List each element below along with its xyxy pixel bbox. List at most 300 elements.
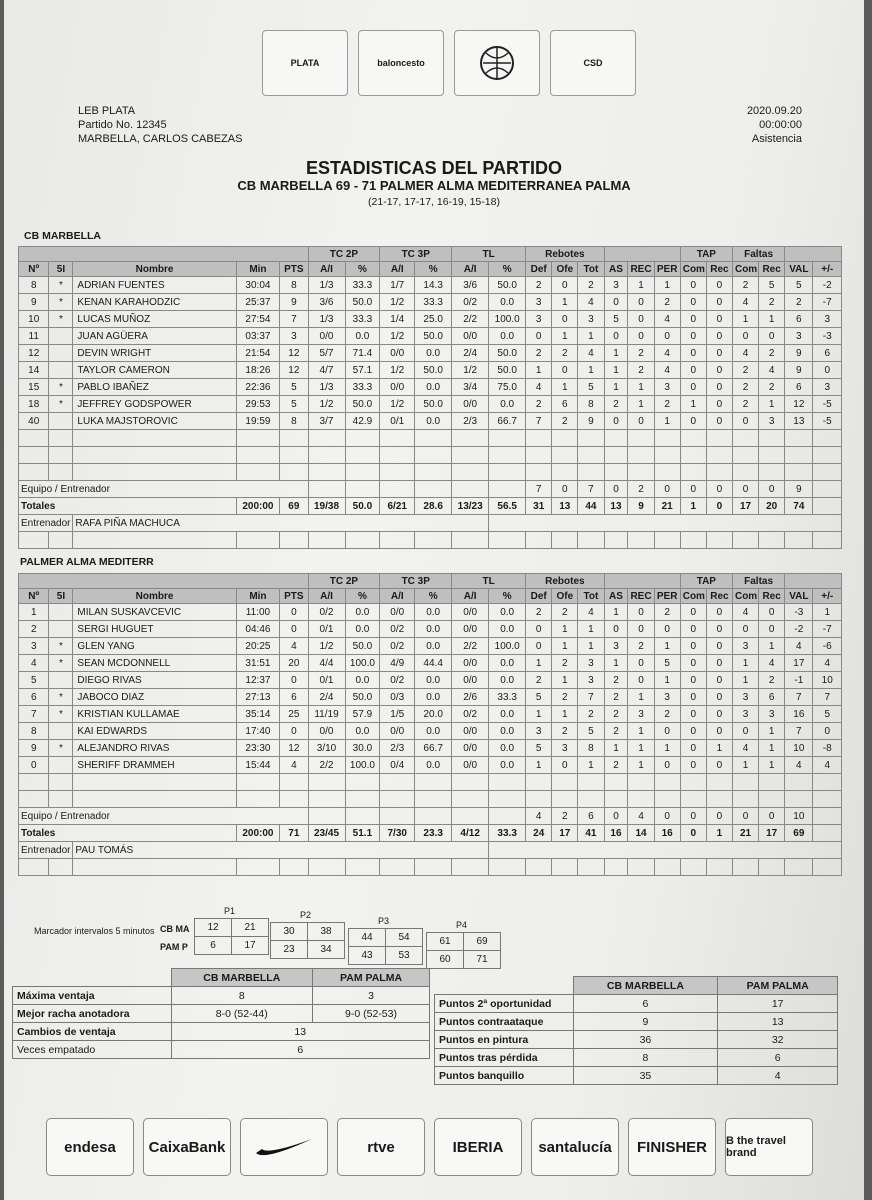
table-cell: 0.0 (415, 413, 452, 430)
table-cell: 0/2 (452, 294, 489, 311)
table-cell (552, 532, 578, 549)
summary-row-label: Puntos en pintura (435, 1031, 574, 1049)
table-cell: 1/2 (380, 294, 415, 311)
table-cell: 0.0 (415, 723, 452, 740)
table-cell: 50.0 (489, 362, 526, 379)
summary-row (435, 1031, 838, 1049)
table-cell: 2 (526, 396, 552, 413)
table-cell (654, 859, 680, 876)
table-cell (706, 791, 732, 808)
table-cell: 13 (785, 413, 813, 430)
table-cell: 2 (526, 672, 552, 689)
table-cell (380, 859, 415, 876)
table-cell: 2 (732, 379, 758, 396)
table-cell (628, 430, 654, 447)
table-cell: 200:00 (236, 498, 280, 515)
table-cell: 0.0 (345, 328, 380, 345)
table-cell: 0 (706, 689, 732, 706)
column-header: Min (236, 262, 280, 277)
table-cell: 2/3 (380, 740, 415, 757)
table-cell: 2/6 (452, 689, 489, 706)
table-cell: 24 (526, 825, 552, 842)
column-header: PER (654, 589, 680, 604)
table-cell: 4 (654, 362, 680, 379)
table-cell (680, 532, 706, 549)
totals-label: Totales (19, 498, 237, 515)
table-cell: 33.3 (345, 311, 380, 328)
table-cell (526, 791, 552, 808)
table-cell (813, 464, 842, 481)
table-cell: 2/3 (452, 413, 489, 430)
table-cell: 0 (680, 723, 706, 740)
table-cell (732, 774, 758, 791)
table-cell: 7/30 (380, 825, 415, 842)
table-cell: 3 (526, 723, 552, 740)
table-cell (49, 447, 73, 464)
table-cell: 7 (526, 481, 552, 498)
period-table (270, 922, 345, 959)
table-cell: 69 (280, 498, 308, 515)
table-cell: * (49, 655, 73, 672)
table-cell (345, 774, 380, 791)
table-cell: DIEGO RIVAS (73, 672, 236, 689)
table-cell: 1 (732, 311, 758, 328)
table-cell (236, 791, 280, 808)
summary-row-value: 36 (573, 1031, 718, 1049)
table-cell: 0 (706, 672, 732, 689)
table-cell: 23/45 (308, 825, 345, 842)
table-cell: LUKA MAJSTOROVIC (73, 413, 236, 430)
table-cell: 12 (280, 740, 308, 757)
table-cell (813, 447, 842, 464)
sponsor-logo: rtve (337, 1118, 425, 1176)
table-cell (49, 464, 73, 481)
table-cell: 9 (785, 481, 813, 498)
table-cell: 3/6 (452, 277, 489, 294)
table-cell: 13 (552, 498, 578, 515)
table-cell: 1 (552, 379, 578, 396)
table-cell: 0 (628, 604, 654, 621)
table-cell (308, 791, 345, 808)
table-cell: SEAN MCDONNELL (73, 655, 236, 672)
table-cell: 0 (680, 689, 706, 706)
table-row (19, 294, 842, 311)
table-cell: 1 (552, 294, 578, 311)
column-header: PER (654, 262, 680, 277)
table-cell: 1 (628, 689, 654, 706)
column-header: Rec (759, 589, 785, 604)
table-cell: 2 (604, 689, 628, 706)
summary-row-label: Puntos banquillo (435, 1067, 574, 1085)
table-row (19, 277, 842, 294)
table-cell: KRISTIAN KULLAMAE (73, 706, 236, 723)
table-cell: 2 (628, 362, 654, 379)
table-cell (578, 430, 604, 447)
table-cell: JEFFREY GODSPOWER (73, 396, 236, 413)
table-cell (452, 430, 489, 447)
table-cell: 0.0 (415, 379, 452, 396)
table-cell (19, 464, 49, 481)
summary-row-value: 8 (573, 1049, 718, 1067)
table-cell (759, 447, 785, 464)
table-cell (785, 774, 813, 791)
table-cell (628, 447, 654, 464)
table-cell: 0 (680, 311, 706, 328)
summary-row-label: Puntos tras pérdida (435, 1049, 574, 1067)
table-cell: 5 (578, 379, 604, 396)
table-row (19, 672, 842, 689)
table-cell (19, 774, 49, 791)
table-cell: 4 (526, 379, 552, 396)
table-cell: 2 (604, 757, 628, 774)
column-header: A/I (380, 262, 415, 277)
table-cell: 3 (604, 277, 628, 294)
period-score: 21 (232, 919, 269, 937)
table-cell: 0/4 (380, 757, 415, 774)
table-cell (308, 447, 345, 464)
nike-swoosh-icon (240, 1118, 328, 1176)
table-cell: 0 (706, 379, 732, 396)
table-cell: 2 (526, 604, 552, 621)
table-cell: TAYLOR CAMERON (73, 362, 236, 379)
table-cell: 0 (759, 328, 785, 345)
table-cell: 0/2 (308, 604, 345, 621)
table-cell: 5 (578, 723, 604, 740)
table-row (19, 774, 842, 791)
table-cell: KENAN KARAHODZIC (73, 294, 236, 311)
column-header: Min (236, 589, 280, 604)
column-header: PTS (280, 262, 308, 277)
table-cell: 0 (628, 294, 654, 311)
table-cell: 2 (552, 689, 578, 706)
table-cell: 0/0 (380, 604, 415, 621)
table-cell: 2 (628, 481, 654, 498)
table-cell: 1 (654, 740, 680, 757)
column-header: Nombre (73, 589, 236, 604)
table-cell: 2 (526, 277, 552, 294)
table-cell (308, 481, 345, 498)
table-cell: 3/4 (452, 379, 489, 396)
away-stats-table (18, 573, 842, 876)
table-cell: 2/4 (308, 689, 345, 706)
totals-label: Totales (19, 825, 237, 842)
table-cell: 2 (628, 638, 654, 655)
table-cell (489, 481, 526, 498)
table-cell: 0 (654, 723, 680, 740)
column-header: Tot (578, 589, 604, 604)
table-cell: 0 (680, 740, 706, 757)
table-cell (706, 859, 732, 876)
table-cell: 1 (732, 757, 758, 774)
period-score: 30 (271, 923, 308, 941)
table-cell: 5 (526, 689, 552, 706)
table-cell (526, 430, 552, 447)
table-cell: 5 (526, 740, 552, 757)
summary-row-value: 13 (718, 1013, 838, 1031)
table-cell (380, 808, 415, 825)
table-cell: 66.7 (489, 413, 526, 430)
table-cell: 0/3 (380, 689, 415, 706)
table-cell: 0 (552, 362, 578, 379)
table-cell: 8 (280, 277, 308, 294)
period-label: P4 (456, 920, 468, 930)
table-cell: 1/2 (380, 362, 415, 379)
table-cell: SERGI HUGUET (73, 621, 236, 638)
summary-row (435, 995, 838, 1013)
column-header: VAL (785, 589, 813, 604)
table-cell: 2 (654, 396, 680, 413)
table-cell: -6 (813, 638, 842, 655)
period-score: 6 (195, 937, 232, 955)
column-header: % (489, 262, 526, 277)
table-cell: -3 (813, 328, 842, 345)
table-cell: 33.3 (345, 379, 380, 396)
table-cell (49, 413, 73, 430)
table-cell: 4 (526, 808, 552, 825)
table-cell (604, 464, 628, 481)
column-header: A/I (452, 262, 489, 277)
table-cell: 1 (628, 277, 654, 294)
table-row (19, 464, 842, 481)
column-header: Nº (19, 262, 49, 277)
summary-left-table (12, 968, 430, 1059)
table-cell: 3 (813, 379, 842, 396)
table-cell (628, 859, 654, 876)
table-cell: 2 (654, 604, 680, 621)
period-score: 17 (232, 937, 269, 955)
table-cell: 0/1 (308, 621, 345, 638)
table-cell: 0.0 (489, 740, 526, 757)
table-cell: 10 (785, 740, 813, 757)
table-cell: 20 (280, 655, 308, 672)
table-cell: 29:53 (236, 396, 280, 413)
table-cell: 03:37 (236, 328, 280, 345)
table-cell: 4 (280, 757, 308, 774)
table-cell: 0/0 (452, 328, 489, 345)
table-cell: 6 (813, 345, 842, 362)
period-score: 69 (464, 933, 501, 951)
table-row (19, 621, 842, 638)
table-cell (236, 430, 280, 447)
table-cell (380, 464, 415, 481)
column-header: Rec (759, 262, 785, 277)
summary-row-value: 9 (573, 1013, 718, 1031)
table-cell (415, 447, 452, 464)
table-cell: 0 (680, 638, 706, 655)
period-table (348, 928, 423, 965)
table-cell: DEVIN WRIGHT (73, 345, 236, 362)
table-cell: 50.0 (345, 498, 380, 515)
table-cell: 1/5 (380, 706, 415, 723)
table-cell: 13 (604, 498, 628, 515)
coach-row (19, 842, 842, 859)
table-cell: 7 (578, 689, 604, 706)
sponsor-logo: B the travel brand (725, 1118, 813, 1176)
table-cell: 18 (19, 396, 49, 413)
table-cell: 3 (578, 311, 604, 328)
table-cell: 0 (680, 328, 706, 345)
federation-seal-icon (454, 30, 540, 96)
table-cell: * (49, 740, 73, 757)
attendance: Asistencia (751, 133, 802, 145)
table-cell: 74 (785, 498, 813, 515)
table-cell (578, 532, 604, 549)
table-cell: 0.0 (489, 328, 526, 345)
table-cell (759, 464, 785, 481)
period-score: 23 (271, 941, 308, 959)
table-cell (308, 774, 345, 791)
table-cell: 1 (732, 672, 758, 689)
table-cell: 33.3 (415, 294, 452, 311)
table-cell: 1 (19, 604, 49, 621)
table-cell: 0 (680, 379, 706, 396)
column-header: 5I (49, 262, 73, 277)
summary-row-label: Veces empatado (13, 1041, 172, 1059)
match-meta (747, 104, 802, 146)
table-cell: 1/3 (308, 379, 345, 396)
table-cell: 1/2 (308, 638, 345, 655)
table-cell (526, 447, 552, 464)
period-score: 71 (464, 951, 501, 969)
table-cell (49, 859, 73, 876)
group-header (19, 574, 309, 589)
table-row (19, 447, 842, 464)
table-cell (552, 430, 578, 447)
summary-row-value: 9-0 (52-53) (313, 1005, 430, 1023)
table-cell (345, 859, 380, 876)
table-cell: 1/2 (452, 362, 489, 379)
sponsor-logos (46, 1118, 813, 1176)
table-cell (19, 859, 49, 876)
table-cell: 21:54 (236, 345, 280, 362)
liga-plata-logo: PLATA (262, 30, 348, 96)
coach-name: RAFA PIÑA MACHUCA (73, 515, 489, 532)
table-cell: 0 (706, 757, 732, 774)
table-cell: 0 (680, 413, 706, 430)
table-cell: * (49, 638, 73, 655)
table-cell: 25:37 (236, 294, 280, 311)
table-cell: 31:51 (236, 655, 280, 672)
table-cell: 0/1 (380, 413, 415, 430)
table-cell (785, 791, 813, 808)
team-row (19, 481, 842, 498)
table-cell: 14 (19, 362, 49, 379)
summary-row-value: 3 (313, 987, 430, 1005)
table-cell: MILAN SUSKAVCEVIC (73, 604, 236, 621)
table-cell: 04:46 (236, 621, 280, 638)
table-cell (706, 447, 732, 464)
table-cell: 69 (785, 825, 813, 842)
table-cell: 50.0 (345, 689, 380, 706)
table-cell: 0/2 (380, 672, 415, 689)
table-cell: 50.0 (415, 362, 452, 379)
table-cell: 2 (732, 277, 758, 294)
table-row (19, 413, 842, 430)
table-cell: 1 (680, 498, 706, 515)
table-cell: 17:40 (236, 723, 280, 740)
table-cell (452, 791, 489, 808)
table-cell (452, 481, 489, 498)
table-cell: -2 (785, 621, 813, 638)
table-cell: 1 (732, 655, 758, 672)
table-cell: 6/21 (380, 498, 415, 515)
table-cell (578, 774, 604, 791)
table-cell: 0 (732, 723, 758, 740)
column-header: AS (604, 589, 628, 604)
period-score: 34 (308, 941, 345, 959)
table-cell: 19:59 (236, 413, 280, 430)
table-cell (236, 859, 280, 876)
table-cell: 3/10 (308, 740, 345, 757)
column-header: A/I (380, 589, 415, 604)
table-cell: KAI EDWARDS (73, 723, 236, 740)
table-cell: 1 (680, 396, 706, 413)
table-cell: 0.0 (489, 604, 526, 621)
table-cell: 3 (785, 328, 813, 345)
table-cell: 56.5 (489, 498, 526, 515)
table-cell (759, 859, 785, 876)
table-cell (489, 859, 526, 876)
table-cell: 0 (759, 481, 785, 498)
table-cell: -7 (813, 294, 842, 311)
table-cell: 0 (706, 723, 732, 740)
table-cell (813, 498, 842, 515)
table-cell (680, 774, 706, 791)
table-cell (552, 791, 578, 808)
table-cell: 2 (732, 362, 758, 379)
table-cell (452, 447, 489, 464)
table-cell (345, 430, 380, 447)
summary-row (435, 1067, 838, 1085)
table-cell (489, 464, 526, 481)
summary-row-value: 4 (718, 1067, 838, 1085)
table-cell (236, 532, 280, 549)
table-cell: 0 (706, 604, 732, 621)
table-cell: SHERIFF DRAMMEH (73, 757, 236, 774)
table-cell: 0 (628, 311, 654, 328)
table-cell (380, 532, 415, 549)
table-cell: 9 (628, 498, 654, 515)
table-cell: 4 (732, 740, 758, 757)
table-cell: 10 (19, 311, 49, 328)
column-header: +/- (813, 589, 842, 604)
table-cell: 50.0 (489, 345, 526, 362)
table-row (19, 689, 842, 706)
table-cell: 0 (654, 481, 680, 498)
table-cell (19, 447, 49, 464)
table-cell (73, 532, 236, 549)
summary-row-label: Puntos 2ª oportunidad (435, 995, 574, 1013)
summary-row-value: 8-0 (52-44) (171, 1005, 313, 1023)
table-cell: 1 (604, 345, 628, 362)
table-cell: 1 (604, 604, 628, 621)
table-cell: * (49, 689, 73, 706)
table-cell: 2 (604, 396, 628, 413)
table-cell: 19/38 (308, 498, 345, 515)
table-cell: 4 (813, 655, 842, 672)
table-cell (526, 532, 552, 549)
column-header: Com (732, 589, 758, 604)
column-header: +/- (813, 262, 842, 277)
period-score: 12 (195, 919, 232, 937)
table-cell: 0 (732, 481, 758, 498)
table-cell: 7 (785, 689, 813, 706)
table-cell (280, 532, 308, 549)
column-header: PTS (280, 589, 308, 604)
table-cell: 31 (526, 498, 552, 515)
table-cell: 12 (785, 396, 813, 413)
table-cell: 9 (280, 294, 308, 311)
